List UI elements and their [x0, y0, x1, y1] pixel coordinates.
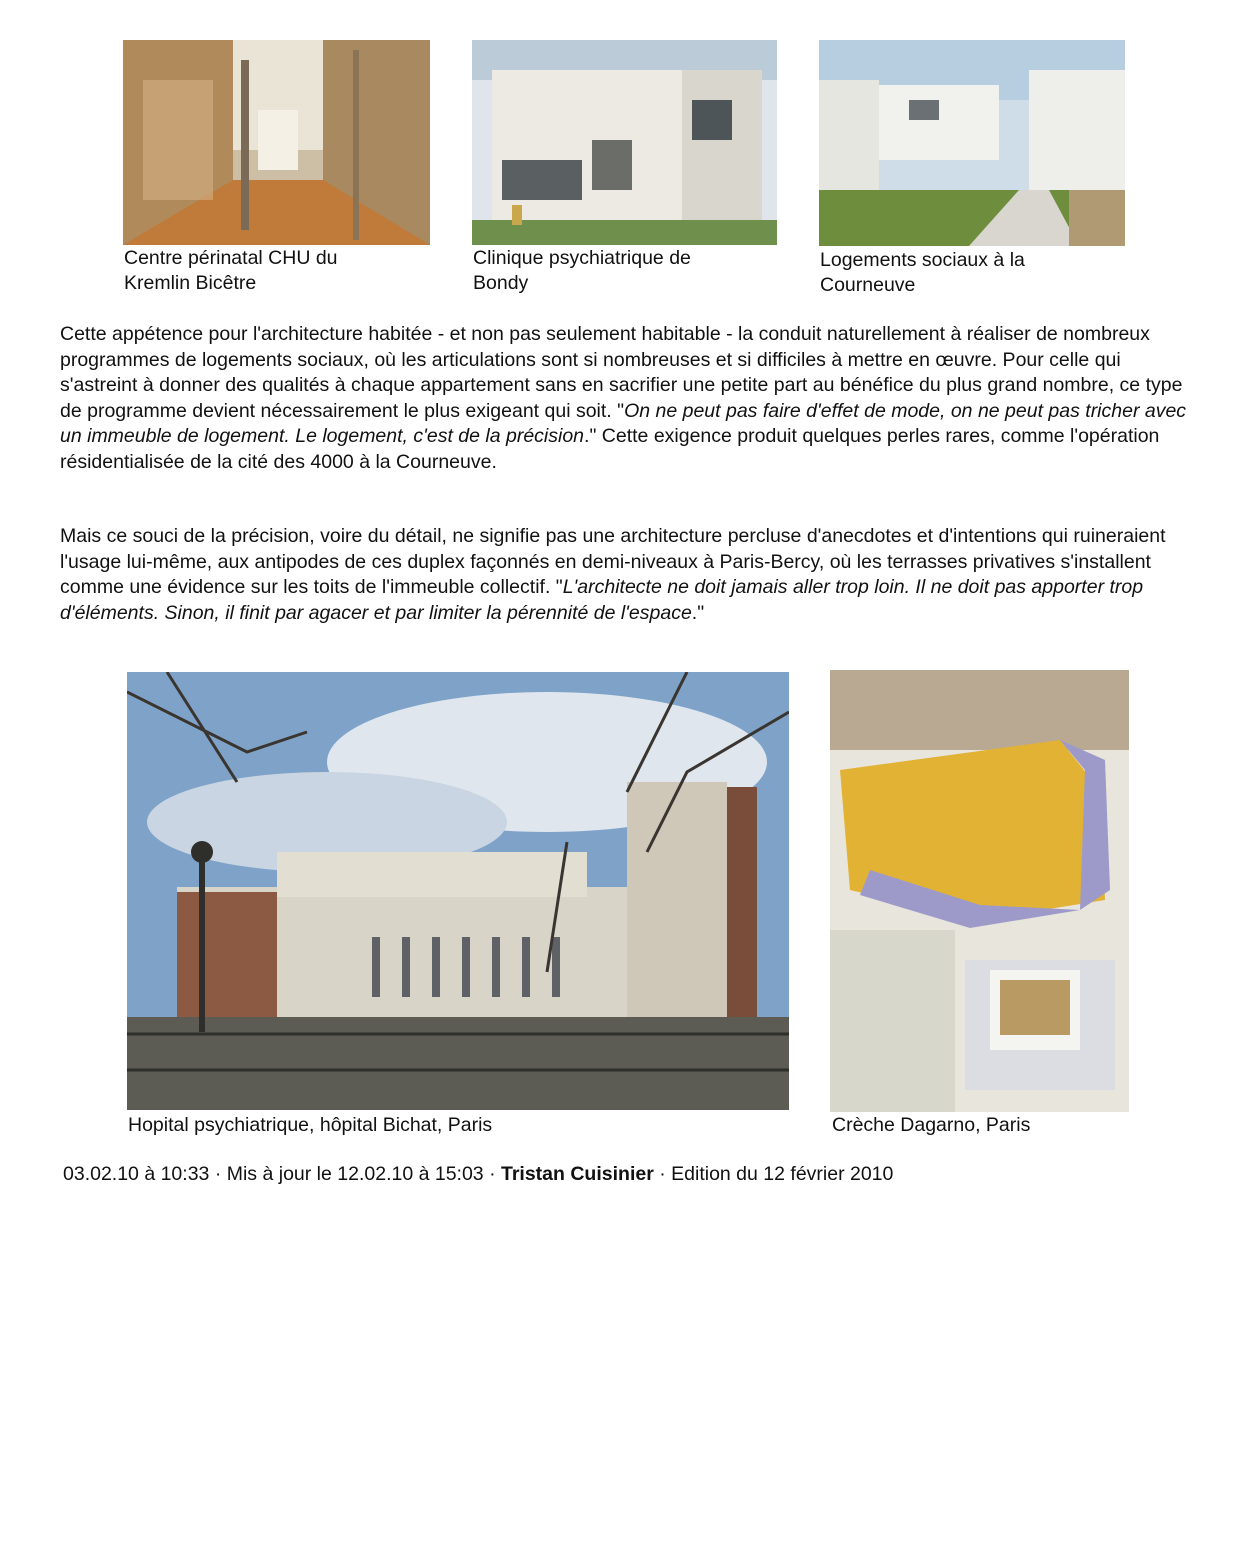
footer-author: Tristan Cuisinier	[501, 1163, 654, 1185]
photo-clinique-bondy	[472, 40, 777, 245]
photo-logements-courneuve	[819, 40, 1125, 246]
footer-date-created: 03.02.10 à 10:33	[63, 1163, 210, 1185]
photo-creche-dagarno	[830, 670, 1129, 1112]
caption-creche-dagarno: Crèche Dagarno, Paris	[832, 1114, 1031, 1136]
footer-separator: ·	[214, 1163, 222, 1185]
caption-hopital-bichat: Hopital psychiatrique, hôpital Bichat, Paris	[128, 1114, 493, 1136]
article-paragraph-2: Mais ce souci de la précision, voire du détail, ne signifie pas une architecture percluse d'anecdotes et d'intentions qui ruineraient l'usage lui-même, aux antipodes de ces duplex façonnés en demi-niveaux à Paris-Bercy, où les terrasses privatives s'installent comme une évidence sur les toits de l'immeuble collectif. "L'architecte ne doit jamais aller trop loin. Il ne doit pas apporter trop d'éléments. Sinon, il finit par agacer et par limiter la pérennité de l'espace."	[60, 525, 1166, 624]
caption-logements-courneuve: Logements sociaux à la Courneuve	[820, 249, 1025, 296]
article-paragraph-1: Cette appétence pour l'architecture habitée - et non pas seulement habitable - la conduit naturellement à réaliser de nombreux programmes de logements sociaux, où les articulations sont si nombreuses et si difficiles à mettre en œuvre. Pour celle qui s'astreint à donner des qualités à chaque appartement sans en sacrifier une petite part au bénéfice du plus grand nombre, ce type de programme devient nécessairement le plus exigeant qui soit. "On ne peut pas faire d'effet de mode, on ne peut pas tricher avec un immeuble de logement. Le logement, c'est de la précision." Cette exigence produit quelques perles rares, comme l'opération résidentialisée de la cité des 4000 à la Courneuve.	[60, 323, 1187, 473]
article-footer	[63, 1162, 893, 1187]
caption-clinique-bondy: Clinique psychiatrique de Bondy	[473, 247, 691, 294]
footer-updated: Mis à jour le 12.02.10 à 15:03	[226, 1163, 484, 1185]
caption-centre-perinatal: Centre périnatal CHU du Kremlin Bicêtre	[124, 247, 338, 294]
photo-hopital-bichat	[127, 672, 789, 1110]
photo-centre-perinatal	[123, 40, 430, 245]
footer-separator: ·	[489, 1163, 496, 1185]
footer-edition: Edition du 12 février 2010	[671, 1163, 894, 1185]
footer-separator: ·	[659, 1163, 666, 1185]
